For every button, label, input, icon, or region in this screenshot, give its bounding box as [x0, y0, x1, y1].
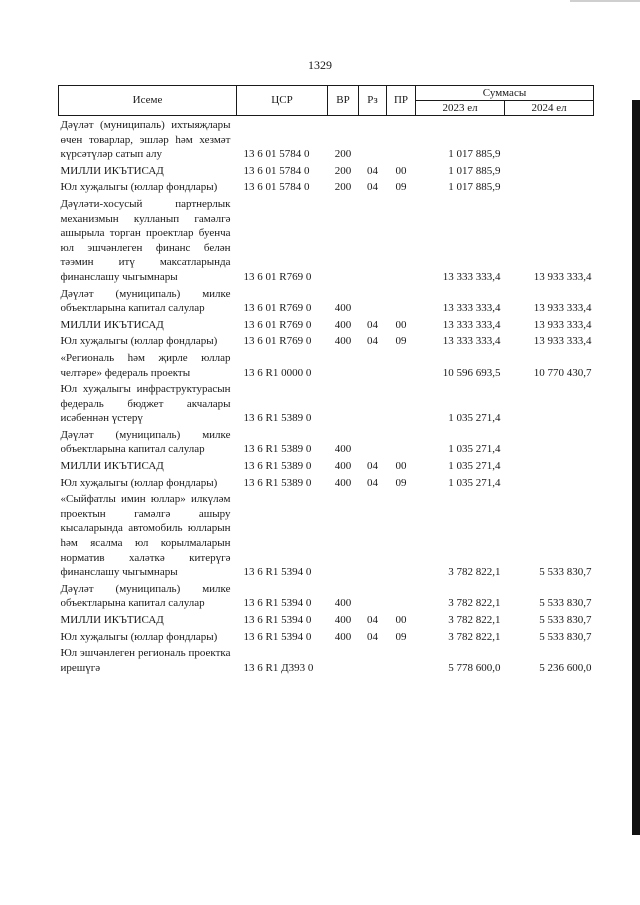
cell-vr: 400	[334, 630, 352, 643]
cell-pr	[387, 490, 416, 580]
cell-v2024	[505, 426, 594, 457]
cell-name: Юл хуҗалыгы (юллар фондлары)	[60, 630, 218, 643]
cell-v2024	[505, 380, 594, 426]
cell-vr: 200	[334, 148, 352, 161]
header-name: Исеме	[59, 86, 237, 116]
cell-csr: 13 6 R1 5389 0	[243, 476, 312, 489]
cell-vr: 400	[334, 318, 352, 331]
cell-pr: 09	[395, 476, 407, 489]
cell-csr: 13 6 01 R769 0	[243, 302, 312, 315]
cell-v2024: 5 533 830,7	[539, 630, 592, 643]
cell-name: Юл хуҗалыгы (юллар фондлары)	[60, 476, 218, 489]
cell-pr	[387, 580, 416, 611]
cell-rz	[359, 285, 387, 316]
cell-pr	[387, 380, 416, 426]
cell-rz: 04	[367, 460, 378, 473]
header-vr: ВР	[328, 86, 359, 116]
cell-name: МИЛЛИ ИКЪТИСАД	[60, 614, 164, 626]
cell-rz: 04	[367, 335, 378, 348]
cell-csr: 13 6 R1 5394 0	[243, 566, 312, 579]
cell-name: МИЛЛИ ИКЪТИСАД	[60, 164, 164, 177]
cell-vr	[328, 490, 359, 580]
cell-v2023: 3 782 822,1	[448, 614, 501, 626]
cell-v2024: 10 770 430,7	[533, 366, 592, 379]
cell-name: Юл хуҗалыгы (юллар фондлары)	[60, 181, 218, 194]
cell-v2023: 1 017 885,9	[448, 181, 501, 194]
cell-rz	[359, 380, 387, 426]
cell-rz: 04	[367, 476, 378, 489]
cell-v2023: 13 333 333,4	[442, 335, 501, 348]
cell-v2024: 13 933 333,4	[533, 335, 592, 348]
cell-v2023: 13 333 333,4	[442, 302, 501, 315]
cell-pr: 00	[395, 614, 407, 626]
scan-edge-mark	[570, 0, 640, 2]
cell-vr: 400	[334, 335, 352, 348]
cell-csr: 13 6 R1 5394 0	[243, 614, 312, 626]
cell-pr	[387, 644, 416, 675]
cell-v2024	[505, 474, 594, 491]
table-row	[59, 644, 594, 675]
table-row	[59, 380, 594, 426]
cell-csr: 13 6 R1 5394 0	[243, 630, 312, 643]
cell-vr: 400	[334, 443, 352, 456]
cell-v2023: 3 782 822,1	[448, 597, 501, 610]
cell-csr: 13 6 01 R769 0	[243, 270, 312, 283]
cell-csr: 13 6 R1 0000 0	[243, 366, 312, 379]
cell-v2023: 1 017 885,9	[448, 148, 501, 161]
cell-pr	[387, 426, 416, 457]
cell-rz: 04	[367, 614, 378, 626]
page-number: 1329	[308, 58, 332, 72]
cell-csr: 13 6 01 R769 0	[243, 318, 312, 331]
table-row	[59, 457, 594, 474]
header-2024: 2024 ел	[505, 101, 594, 116]
cell-csr: 13 6 R1 5394 0	[243, 597, 312, 610]
table-row	[59, 490, 594, 580]
cell-v2024: 5 533 830,7	[539, 566, 592, 579]
cell-name: «Сыйфатлы имин юллар» илкүләм проектын гамәлгә ашыру кысаларында автомобиль юлларын һәм ясалма юл корылмаларын норматив халәткә китерүгә финанслашу чыгымнары	[60, 493, 231, 579]
cell-vr: 400	[334, 476, 352, 489]
cell-pr	[387, 349, 416, 380]
cell-v2024	[505, 457, 594, 474]
table-row	[59, 426, 594, 457]
cell-vr: 400	[334, 597, 352, 610]
table-row	[59, 316, 594, 333]
cell-v2023: 1 035 271,4	[448, 476, 501, 489]
cell-csr: 13 6 R1 5389 0	[243, 412, 312, 425]
cell-vr	[328, 195, 359, 285]
cell-rz: 04	[367, 318, 378, 331]
header-2023: 2023 ел	[416, 101, 505, 116]
cell-v2023: 1 035 271,4	[448, 460, 501, 473]
cell-rz	[359, 490, 387, 580]
cell-v2023: 1 017 885,9	[448, 164, 501, 177]
cell-v2023: 10 596 693,5	[442, 366, 501, 379]
cell-vr: 400	[334, 302, 352, 315]
cell-pr: 09	[395, 630, 407, 643]
cell-pr	[387, 195, 416, 285]
header-csr: ЦСР	[237, 86, 328, 116]
cell-v2023: 3 782 822,1	[448, 566, 501, 579]
cell-name: Дәүләт (муниципаль) милке объектларына капитал салулар	[60, 428, 231, 456]
cell-pr: 00	[395, 164, 407, 177]
header-sums: Суммасы	[416, 86, 594, 101]
cell-rz: 04	[367, 181, 378, 194]
cell-name: Дәүләти-хосусый партнерлык механизмын кулланып гамәлгә ашырыла торган проектлар буенча юл эшчәнлеген финанс белән тәэмин итү максатларында финанслашу чыгымнары	[60, 197, 231, 283]
cell-csr: 13 6 01 R769 0	[243, 335, 312, 348]
cell-v2024	[505, 178, 594, 195]
cell-name: Юл хуҗалыгы (юллар фондлары)	[60, 335, 218, 348]
table-row	[59, 285, 594, 316]
cell-v2024: 13 933 333,4	[533, 302, 592, 315]
table-row	[59, 178, 594, 195]
cell-v2024: 13 933 333,4	[533, 270, 592, 283]
cell-rz	[359, 349, 387, 380]
cell-rz	[359, 195, 387, 285]
cell-v2023: 5 778 600,0	[448, 661, 501, 674]
table-row	[59, 580, 594, 611]
cell-name: Дәүләт (муниципаль) милке объектларына капитал салулар	[60, 582, 231, 610]
cell-name: Юл хуҗалыгы инфраструктурасын федераль бюджет акчалары исәбеннән үстерү	[60, 383, 231, 425]
table-row	[59, 195, 594, 285]
cell-rz	[359, 426, 387, 457]
scan-edge-bar	[632, 100, 640, 835]
budget-table	[58, 85, 594, 675]
cell-v2023: 1 035 271,4	[448, 443, 501, 456]
header-pr: ПР	[387, 86, 416, 116]
cell-csr: 13 6 01 5784 0	[243, 181, 310, 194]
cell-rz: 04	[367, 630, 378, 643]
cell-v2023: 3 782 822,1	[448, 630, 501, 643]
table-row	[59, 349, 594, 380]
cell-pr: 09	[395, 181, 407, 194]
cell-rz	[359, 644, 387, 675]
cell-name: МИЛЛИ ИКЪТИСАД	[60, 318, 164, 331]
cell-vr	[328, 349, 359, 380]
table-body	[59, 116, 594, 676]
cell-vr	[328, 644, 359, 675]
cell-vr	[328, 380, 359, 426]
cell-pr	[387, 116, 416, 162]
cell-v2024	[505, 116, 594, 162]
cell-pr: 09	[395, 335, 407, 348]
cell-csr: 13 6 R1 5389 0	[243, 443, 312, 456]
cell-vr: 200	[334, 181, 352, 194]
cell-vr: 400	[334, 460, 352, 473]
cell-name: Юл эшчәнлеген региональ проектка ирешүгә	[60, 647, 231, 674]
cell-v2024: 13 933 333,4	[533, 318, 592, 331]
cell-v2023: 1 035 271,4	[448, 412, 501, 425]
cell-pr	[387, 285, 416, 316]
cell-v2024	[505, 162, 594, 179]
cell-csr: 13 6 R1 5389 0	[243, 460, 312, 473]
header-rz: Рз	[359, 86, 387, 116]
cell-rz: 04	[367, 164, 378, 177]
cell-pr: 00	[395, 318, 407, 331]
table-row	[59, 162, 594, 179]
table-row	[59, 332, 594, 349]
cell-csr: 13 6 01 5784 0	[243, 164, 310, 177]
cell-pr: 00	[395, 460, 407, 473]
cell-v2023: 13 333 333,4	[442, 270, 501, 283]
cell-v2024: 5 533 830,7	[539, 597, 592, 610]
cell-name: МИЛЛИ ИКЪТИСАД	[60, 460, 164, 473]
cell-vr: 200	[334, 164, 352, 177]
cell-name: «Региональ һәм җирле юллар челтәре» федераль проекты	[60, 351, 231, 379]
cell-name: Дәүләт (муниципаль) милке объектларына капитал салулар	[60, 287, 231, 315]
cell-rz	[359, 580, 387, 611]
cell-name: Дәүләт (муниципаль) ихтыяҗлары өчен товарлар, эшләр һәм хезмәт күрсәтүләр сатып алу	[60, 119, 231, 161]
cell-rz	[359, 116, 387, 162]
cell-v2023: 13 333 333,4	[442, 318, 501, 331]
table-row	[59, 474, 594, 491]
cell-v2024: 5 236 600,0	[539, 661, 592, 674]
table-row	[59, 116, 594, 162]
table-row	[59, 611, 594, 628]
cell-csr: 13 6 01 5784 0	[243, 148, 310, 161]
cell-vr: 400	[334, 614, 352, 626]
cell-v2024: 5 533 830,7	[539, 614, 592, 626]
table-row	[59, 628, 594, 645]
cell-csr: 13 6 R1 Д393 0	[243, 661, 314, 674]
